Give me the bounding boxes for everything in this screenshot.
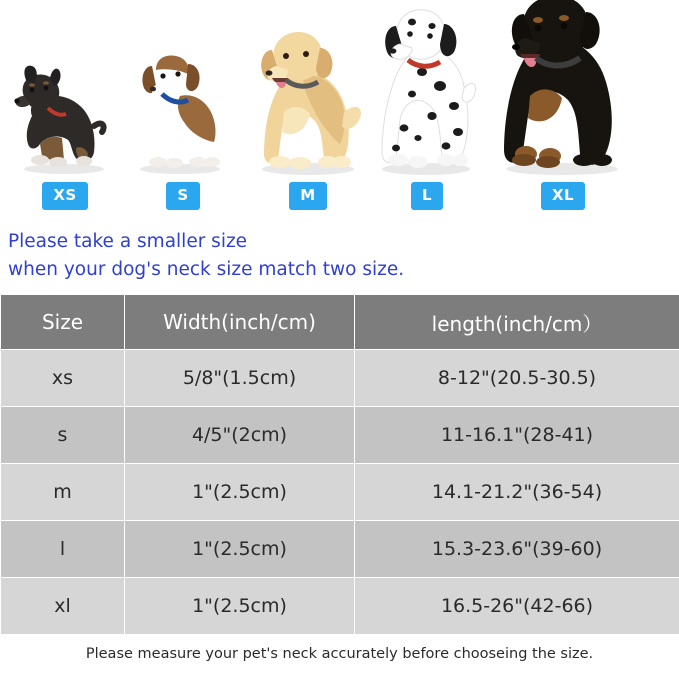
- header-width: Width(inch/cm): [125, 295, 355, 350]
- dog-size-xs: [10, 56, 120, 210]
- header-length: length(inch/cm）: [355, 295, 679, 350]
- dog-size-xl: [490, 0, 636, 210]
- size-badge-xl: XL: [541, 182, 585, 210]
- measure-footnote: Please measure your pet's neck accurately before chooseing the size.: [85, 646, 594, 662]
- cell-size: m: [1, 464, 125, 521]
- cell-size: xl: [1, 578, 125, 635]
- dog-xs-image: [10, 56, 120, 176]
- table-row: [1, 521, 679, 578]
- table-row: [1, 407, 679, 464]
- table-row: [1, 350, 679, 407]
- cell-width: 5/8"(1.5cm): [125, 350, 355, 407]
- header-size: Size: [1, 295, 125, 350]
- cell-width: 4/5"(2cm): [125, 407, 355, 464]
- dog-size-l: [372, 0, 482, 210]
- cell-length: 15.3-23.6"(39-60): [355, 521, 679, 578]
- dog-size-illustrations: [0, 0, 679, 210]
- size-table-body: [1, 350, 679, 635]
- cell-size: l: [1, 521, 125, 578]
- dog-xl-image: [490, 0, 636, 176]
- size-table: [0, 294, 679, 635]
- cell-size: s: [1, 407, 125, 464]
- size-advice-note: [0, 210, 679, 294]
- cell-width: 1"(2.5cm): [125, 464, 355, 521]
- table-row: [1, 578, 679, 635]
- size-badge-s: S: [166, 182, 199, 210]
- cell-width: 1"(2.5cm): [125, 521, 355, 578]
- dog-size-m: [248, 16, 368, 210]
- cell-length: 8-12"(20.5-30.5): [355, 350, 679, 407]
- size-badge-xs: XS: [42, 182, 87, 210]
- size-badge-m: M: [289, 182, 326, 210]
- cell-size: xs: [1, 350, 125, 407]
- size-table-head: [1, 295, 679, 350]
- dog-size-s: [128, 36, 238, 210]
- table-header-row: [1, 295, 679, 350]
- note-line-1: Please take a smaller size: [8, 231, 248, 252]
- cell-length: 11-16.1"(28-41): [355, 407, 679, 464]
- dog-m-image: [248, 16, 368, 176]
- cell-width: 1"(2.5cm): [125, 578, 355, 635]
- dog-l-image: [372, 0, 482, 176]
- size-badge-l: L: [411, 182, 443, 210]
- cell-length: 14.1-21.2"(36-54): [355, 464, 679, 521]
- note-line-2: when your dog's neck size match two size.: [8, 259, 405, 280]
- cell-length: 16.5-26"(42-66): [355, 578, 679, 635]
- table-row: [1, 464, 679, 521]
- dog-s-image: [128, 36, 238, 176]
